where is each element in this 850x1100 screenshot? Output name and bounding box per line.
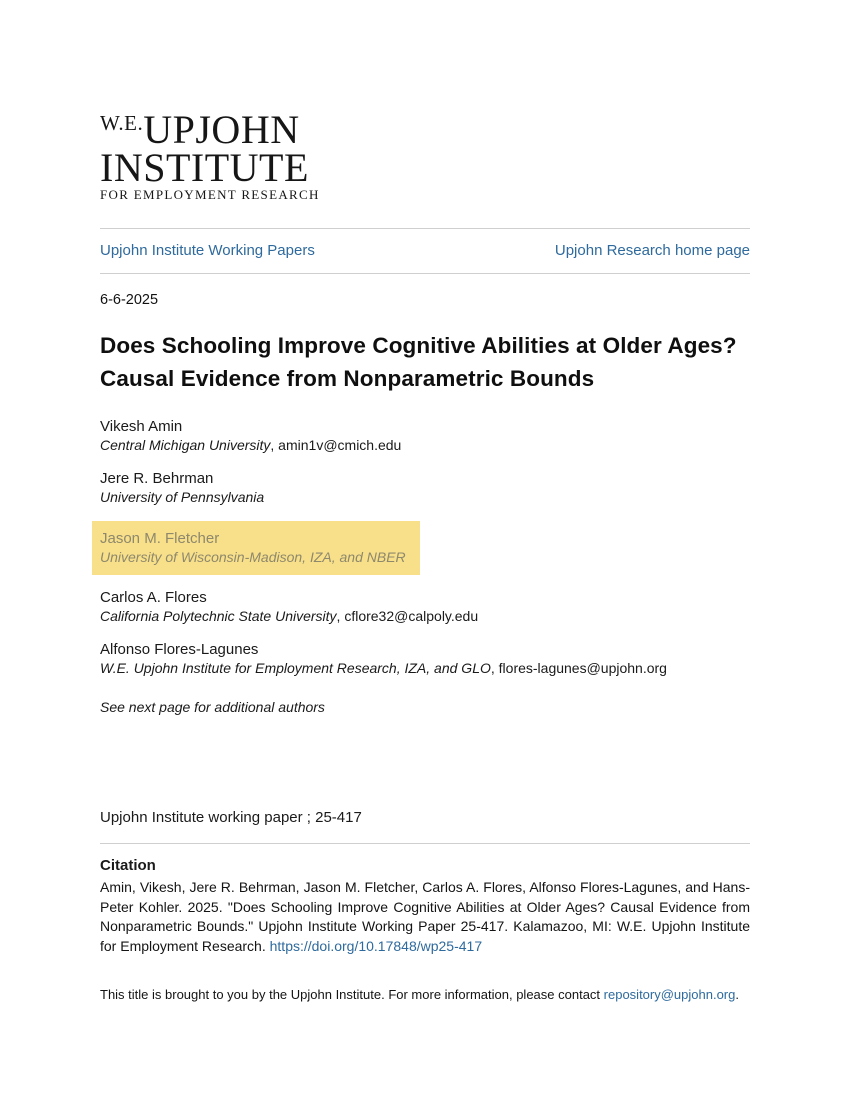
header-nav (100, 229, 750, 273)
logo-we-text: W.E. (100, 111, 144, 135)
author-list (100, 417, 750, 678)
logo-tagline: FOR EMPLOYMENT RESEARCH (100, 187, 320, 202)
working-paper-series-line: Upjohn Institute working paper ; 25-417 (100, 809, 362, 827)
author-email: , flores-lagunes@upjohn.org (490, 660, 667, 677)
doi-link[interactable]: https://doi.org/10.17848/wp25-417 (269, 937, 483, 954)
author-name: Jere R. Behrman (100, 470, 214, 488)
author-affiliation (100, 548, 406, 567)
logo-institute-text: INSTITUTE (100, 145, 309, 190)
divider-below-nav (100, 273, 750, 274)
author-email: , cflore32@calpoly.edu (336, 608, 479, 625)
author-name: Vikesh Amin (100, 418, 183, 436)
footer-text: This title is brought to you by the Upjohn Institute. For more information, please contact (100, 987, 604, 1003)
affiliation-text: University of Pennsylvania (100, 489, 265, 506)
author-name: Jason M. Fletcher (100, 530, 220, 548)
author-affiliation (100, 488, 750, 507)
citation-text (100, 878, 750, 956)
publication-date: 6-6-2025 (100, 292, 159, 308)
author-name: Carlos A. Flores (100, 589, 207, 607)
author-affiliation (100, 436, 750, 455)
author-entry (100, 469, 750, 507)
logo-line-1 (100, 107, 320, 152)
paper-title: Does Schooling Improve Cognitive Abilities at Older Ages? Causal Evidence from Nonparametric Bounds (100, 333, 737, 392)
working-papers-link[interactable]: Upjohn Institute Working Papers (100, 242, 315, 259)
author-affiliation (100, 607, 750, 626)
author-email: , amin1v@cmich.edu (270, 437, 402, 454)
footer-period: . (735, 987, 739, 1003)
repository-email-link[interactable]: repository@upjohn.org (603, 987, 736, 1003)
upjohn-institute-logo (100, 107, 320, 202)
citation-body: Amin, Vikesh, Jere R. Behrman, Jason M. Fletcher, Carlos A. Flores, Alfonso Flores-Lagunes, and Hans-Peter Kohler. 2025. "Does Schooling Improve Cognitive Abilities at Older Ages? Causal Evidence from Nonparametric Bounds." Upjohn Institute Working Paper 25-417. Kalamazoo, MI: W.E. Upjohn Institute for Employment Research. (100, 879, 750, 954)
divider-above-citation (100, 843, 750, 844)
author-affiliation (100, 659, 750, 678)
author-entry (100, 588, 750, 626)
affiliation-text: Central Michigan University (100, 437, 271, 454)
citation-heading: Citation (100, 857, 156, 875)
affiliation-text: California Polytechnic State University (100, 608, 337, 625)
highlighted-author-block (92, 521, 420, 575)
affiliation-text: University of Wisconsin-Madison, IZA, and NBER (100, 549, 406, 566)
see-next-page-note: See next page for additional authors (100, 699, 325, 716)
affiliation-text: W.E. Upjohn Institute for Employment Research, IZA, and GLO (100, 660, 491, 677)
footer-note (100, 987, 750, 1002)
author-name: Alfonso Flores-Lagunes (100, 641, 259, 659)
author-entry (100, 640, 750, 678)
research-home-link[interactable]: Upjohn Research home page (554, 242, 750, 259)
logo-upjohn-text: UPJOHN (143, 107, 300, 152)
author-entry (100, 417, 750, 455)
